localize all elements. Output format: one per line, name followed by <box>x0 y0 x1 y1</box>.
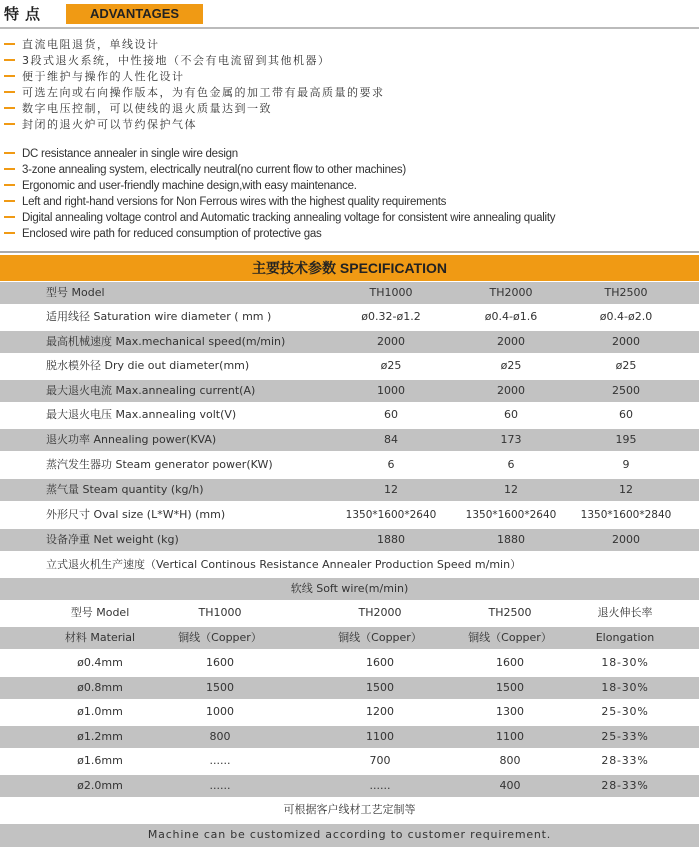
spec-value: 84 <box>384 433 398 446</box>
spec-row-model <box>0 282 699 304</box>
spec-value: ø0.4-ø2.0 <box>599 310 653 323</box>
feature-item: 数字电压控制，可以使线的退火质量达到一致 <box>4 101 694 117</box>
spec-value: 2500 <box>612 384 640 397</box>
speed-header-cell: TH2500 <box>488 606 532 619</box>
spec-value: 2000 <box>612 533 640 546</box>
spec-value: 2000 <box>497 335 525 348</box>
spec-value: 2000 <box>497 384 525 397</box>
spec-value: 2000 <box>377 335 405 348</box>
feature-item: 可选左向或右向操作版本，为有色金属的加工带有最高质量的要求 <box>4 85 694 101</box>
dash-icon <box>4 107 15 109</box>
speed-header-cell: 退火伸长率 <box>597 606 653 619</box>
dash-icon <box>4 59 15 61</box>
feature-item: Ergonomic and user-friendly machine design,with easy maintenance. <box>4 178 694 194</box>
spec-row <box>0 454 699 476</box>
dash-icon <box>4 75 15 77</box>
spec-value: 9 <box>622 458 630 471</box>
speed-cell: ...... <box>209 754 231 767</box>
spec-row <box>0 479 699 501</box>
feature-item: Enclosed wire path for reduced consumption of protective gas <box>4 226 694 242</box>
advantages-header <box>0 0 699 28</box>
speed-material-cell: 材料 Material <box>64 631 136 644</box>
spec-row <box>0 306 699 328</box>
feature-item: 3-zone annealing system, electrically neutral(no current flow to other machines) <box>4 162 694 178</box>
dash-icon <box>4 91 15 93</box>
speed-material-cell: 铜线（Copper） <box>338 631 422 644</box>
spec-label: 最大退火电流 Max.annealing current(A) <box>46 384 256 397</box>
speed-cell: 28-33% <box>601 754 649 767</box>
dash-icon <box>4 152 15 154</box>
speed-cell: ø0.8mm <box>77 681 123 694</box>
advantages-badge: ADVANTAGES <box>66 4 203 24</box>
spec-value: 6 <box>507 458 515 471</box>
speed-cell: ø2.0mm <box>77 779 123 792</box>
section-title: 特点 <box>4 5 47 23</box>
dash-icon <box>4 200 15 202</box>
speed-cell: 28-33% <box>601 779 649 792</box>
spec-value: 12 <box>619 483 633 496</box>
spec-value: 173 <box>500 433 522 446</box>
spec-label: 适用线径 Saturation wire diameter ( mm ) <box>46 310 272 323</box>
speed-header-row <box>0 602 699 624</box>
speed-cell: 18-30% <box>601 681 649 694</box>
speed-cell: 700 <box>369 754 391 767</box>
speed-data-row <box>0 677 699 699</box>
speed-title-row <box>0 554 699 576</box>
section-divider <box>0 251 699 253</box>
spec-row <box>0 331 699 353</box>
spec-value: ø0.32-ø1.2 <box>361 310 421 323</box>
speed-material-row <box>0 627 699 649</box>
dash-icon <box>4 168 15 170</box>
feature-item: 封闭的退火炉可以节约保护气体 <box>4 117 694 133</box>
speed-data-row <box>0 652 699 674</box>
spec-value: TH2000 <box>489 286 533 299</box>
spec-label: 最大退火电压 Max.annealing volt(V) <box>46 408 237 421</box>
speed-cell: 1500 <box>496 681 524 694</box>
speed-cell: ø1.6mm <box>77 754 123 767</box>
speed-cell: ø0.4mm <box>77 656 123 669</box>
feature-item: Left and right-hand versions for Non Ferrous wires with the highest quality requirements <box>4 194 694 210</box>
note-en-row <box>0 824 699 847</box>
speed-data-row <box>0 701 699 723</box>
speed-header-cell: 型号 Model <box>70 606 130 619</box>
spec-row <box>0 380 699 402</box>
spec-value: 195 <box>615 433 637 446</box>
spec-value: TH2500 <box>604 286 648 299</box>
spec-value: TH1000 <box>369 286 413 299</box>
speed-data-row <box>0 750 699 772</box>
feature-item: 直流电阻退货，单线设计 <box>4 37 694 53</box>
spec-value: ø0.4-ø1.6 <box>484 310 538 323</box>
speed-cell: 1600 <box>496 656 524 669</box>
speed-cell: 25-33% <box>601 730 649 743</box>
spec-row <box>0 504 699 526</box>
spec-value: 1880 <box>497 533 525 546</box>
spec-value: ø25 <box>500 359 522 372</box>
spec-title: 主要技术参数 SPECIFICATION <box>0 255 699 281</box>
speed-cell: 1300 <box>496 705 524 718</box>
spec-value: 60 <box>619 408 633 421</box>
dash-icon <box>4 216 15 218</box>
speed-cell: ø1.2mm <box>77 730 123 743</box>
speed-cell: 800 <box>499 754 521 767</box>
spec-value: 1350*1600*2640 <box>465 509 557 521</box>
spec-label: 蒸汽发生器功 Steam generator power(KW) <box>46 458 273 471</box>
speed-cell: 1500 <box>206 681 234 694</box>
speed-cell: ...... <box>369 779 391 792</box>
speed-data-row <box>0 775 699 797</box>
speed-material-cell: Elongation <box>595 631 655 644</box>
feature-item: 3段式退火系统，中性接地（不会有电流留到其他机器） <box>4 53 694 69</box>
spec-value: ø25 <box>615 359 637 372</box>
speed-cell: 1200 <box>366 705 394 718</box>
spec-value: 6 <box>387 458 395 471</box>
speed-cell: 1100 <box>496 730 524 743</box>
speed-cell: 1500 <box>366 681 394 694</box>
spec-label: 最高机械速度 Max.mechanical speed(m/min) <box>46 335 286 348</box>
dash-icon <box>4 43 15 45</box>
spec-label: 脱水模外径 Dry die out diameter(mm) <box>46 359 250 372</box>
speed-material-cell: 铜线（Copper） <box>468 631 552 644</box>
speed-cell: 1600 <box>206 656 234 669</box>
speed-material-cell: 铜线（Copper） <box>178 631 262 644</box>
speed-cell: ...... <box>209 779 231 792</box>
spec-value: 1350*1600*2840 <box>580 509 672 521</box>
speed-cell: 18-30% <box>601 656 649 669</box>
spec-value: 1000 <box>377 384 405 397</box>
note-en: Machine can be customized according to customer requirement. <box>147 828 552 841</box>
dash-icon <box>4 232 15 234</box>
speed-cell: 1100 <box>366 730 394 743</box>
feature-item: Digital annealing voltage control and Automatic tracking annealing voltage for consistent wire annealing quality <box>4 210 694 226</box>
spec-row <box>0 529 699 551</box>
spec-row <box>0 429 699 451</box>
speed-title: 立式退火机生产速度（Vertical Continous Resistance Annealer Production Speed m/min） <box>46 558 522 571</box>
speed-cell: 1000 <box>206 705 234 718</box>
spec-label: 蒸气量 Steam quantity (kg/h) <box>46 483 204 496</box>
spec-value: 1350*1600*2640 <box>345 509 437 521</box>
spec-value: 12 <box>504 483 518 496</box>
speed-header-cell: TH1000 <box>198 606 242 619</box>
spec-label: 设备净重 Net weight (kg) <box>46 533 179 546</box>
spec-value: 60 <box>384 408 398 421</box>
feature-item: DC resistance annealer in single wire design <box>4 146 694 162</box>
spec-value: 2000 <box>612 335 640 348</box>
spec-row <box>0 404 699 426</box>
speed-cell: 1600 <box>366 656 394 669</box>
spec-value: ø25 <box>380 359 402 372</box>
speed-cell: 800 <box>209 730 231 743</box>
speed-cell: 25-30% <box>601 705 649 718</box>
speed-subtitle: 软线 Soft wire(m/min) <box>290 582 409 595</box>
note-cn-row <box>0 799 699 821</box>
header-divider <box>0 27 699 29</box>
spec-value: 60 <box>504 408 518 421</box>
speed-header-cell: TH2000 <box>358 606 402 619</box>
note-cn: 可根据客户线材工艺定制等 <box>283 803 416 816</box>
speed-data-row <box>0 726 699 748</box>
spec-label: 外形尺寸 Oval size (L*W*H) (mm) <box>46 508 226 521</box>
spec-label: 型号 Model <box>46 286 105 299</box>
feature-item: 便于维护与操作的人性化设计 <box>4 69 694 85</box>
spec-row <box>0 355 699 377</box>
dash-icon <box>4 184 15 186</box>
speed-cell: ø1.0mm <box>77 705 123 718</box>
spec-value: 12 <box>384 483 398 496</box>
spec-value: 1880 <box>377 533 405 546</box>
dash-icon <box>4 123 15 125</box>
speed-subtitle-row <box>0 578 699 600</box>
spec-label: 退火功率 Annealing power(KVA) <box>46 433 217 446</box>
speed-cell: 400 <box>499 779 521 792</box>
